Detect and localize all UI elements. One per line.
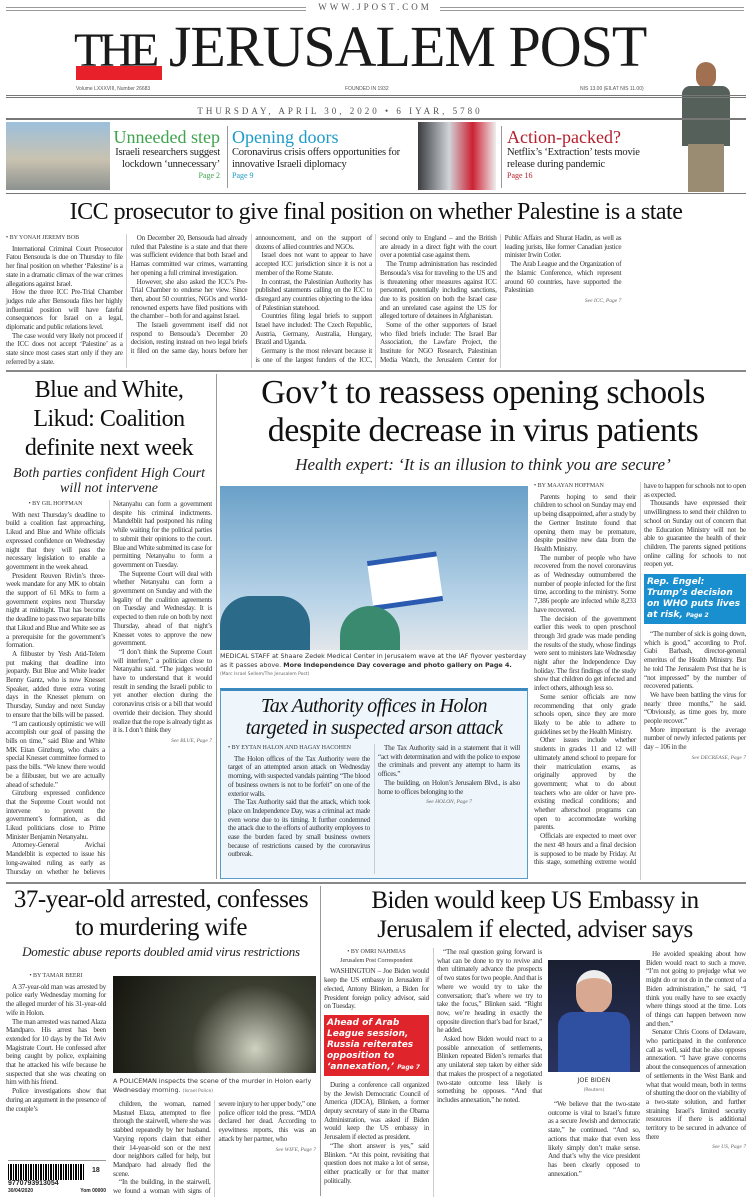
byline: • BY EYTAN HALON AND HAGAY HACOHEN [228,745,351,751]
coalition-subhead: Both parties confident High Court will not intervene [12,466,206,496]
article-paragraph: Attorney-General Avichai Mandelblit is expected to issue his long-awaited ruling as early as Thursday on whether he believes Netanyahu can form a government despite his criminal indictments. Mandelblit had postponed his ruling while waiting for the political parties to submit their opinions to the court. Blue and White submitted its case for permitting Netanyahu to form a government on Tuesday. [6,500,212,876]
divider [6,118,746,120]
icc-headline[interactable]: ICC prosecutor to give final position on whether Palestine is a state [69,199,683,225]
article-paragraph: The Tax Authority said that the attack, which took place on Independence Day, was a criminal act made even worse due to its timing. It further condemned the attack due to the efforts of authority employees to ease the burden faced by small business owners because of restrictions caused by the coronavirus outbreak. [228,798,370,859]
holon-article-box [220,688,528,879]
article-paragraph: Ginzburg expressed confidence that the Supreme Court would not intervene to prevent the government’s formation, as did Likud politicians close to Prime Minister Benjamin Netanyahu. [6,789,105,841]
divider [6,95,746,98]
article-paragraph: “We believe that the two-state outcome is vital to Israel’s future as a secure Jewish and democratic state,” he continued. “And so, actions that make that even less likely simply don’t make sense. And that’s why the vice president has been clearly opposed to annexation.” [548,1100,640,1178]
article-paragraph: Some of the other supporters of Israel who filed briefs include: The Israel Bar Association, the Lawfare Project, the Institute for NGO Research, Palestinian Media Watch, the Jerusalem Center for Public Affairs and Shurat Hadin, as well as leading jurists, like former Canadian justice minister Irwin Cotler. [379,234,622,364]
teaser-desc: Netflix’s ‘Extraction’ tests movie release during pandemic [507,147,640,170]
article-paragraph: children, the woman, named Mastuel Elaza, attempted to flee through the stairwell, where she was stabbed repeatedly by her husband. Varying reports claim that either their 14-year-old son or the next door neighbors called for help, but Mandparo had already fled the scene. [113,1100,211,1178]
article-paragraph: The decision of the government earlier this week to open preschool through 3rd grade was made pending the results of the study, whose findings were sent to ministers late Wednesday night after the Independence Day holiday. The first findings of the study show that children do get infected and infect others, although less so. [534,614,636,693]
teaser-title: Unneeded step [113,127,220,147]
murder-subhead: Domestic abuse reports doubled amid virus restrictions [22,944,300,959]
biden-headline[interactable]: Biden would keep US Embassy in Jerusalem if elected, adviser says [371,887,699,943]
continued-link[interactable]: See ICC, Page 7 [584,297,622,304]
article-body [6,500,212,880]
teaser-title: Opening doors [232,127,339,147]
schools-subhead: Health expert: ‘It is an illusion to think you are secure’ [295,455,671,474]
divider [6,193,746,194]
article-paragraph: Some senior officials are now recommending that only grade schools open, since they are more likely to be able to adhere to guidelines set by the Health Ministry. [534,692,636,736]
article-body [6,983,106,1114]
murder-article-continued [113,1100,316,1197]
article-paragraph: In contrast, the Palestinian Authority has published statements calling on the ICC to disregard any countries objecting to the idea of Palestinian statehood. [255,277,372,312]
murder-article [6,972,106,1113]
byline: • BY TAMAR BEERI [29,973,83,979]
founded-label: FOUNDED IN 1932 [345,86,389,92]
article-paragraph: Other issues include whether students in grades 11 and 12 will ultimately attend school to prepare for their matriculation exams, as originally approved by the government; what to do about teachers who are older or have pre-existing medical conditions; and whether afterschool programs can open to accommodate working parents. [534,736,636,832]
article-paragraph: WASHINGTON – Joe Biden would keep the US embassy in Jerusalem if elected, Antony Blinken, a Biden for President foreign policy advisor, said on Tuesday. [324,967,429,1011]
article-paragraph: The building, on Holon’s Jerusalem Blvd., is also home to offices belonging to the [378,778,520,796]
teaser-page: Page 2 [198,171,220,180]
article-paragraph: “In the building, in the stairwell, we found a woman with signs of severe injury to her upper body,” one police officer told the press. “MDA declared her dead. According to eyewitness reports, this was an attack by her partner, who [113,1100,316,1196]
article-paragraph: “The number of sick is going down, which is good,” according to Prof. Gabi Barbash, director-general emeritus of the Health Ministry. But he told The Jerusalem Post that he is “not impressed” by the number of recovered patients. [644,630,746,691]
article-body [548,1100,640,1178]
article-paragraph: Israel does not want to appear to have accepted ICC jurisdiction since it is not a member of the Rome Statute. [255,251,372,277]
teaser-desc: Coronavirus crisis offers opportunities for innovative Israeli diplomacy [232,147,400,170]
article-paragraph: The Holon offices of the Tax Authority were the target of an attempted arson attack on Wednesday morning, with suspected vandals painting “The blood of business owners is not to be forfeit” on one of the exterior walls. [228,754,370,798]
divider [6,370,746,372]
price-label: NIS 13.00 (EILAT NIS 11.00) [580,86,644,92]
byline: • BY OMRI NAHMIAS [347,949,406,955]
article-paragraph: The case would very likely not proceed if the ICC does not accept ‘Palestine’ as a state since most cases start only if they are referred by a state. [6,331,123,366]
continued-link[interactable]: See HOLON, Page 7 [426,799,472,806]
murder-headline[interactable]: 37-year-old arrested, confesses to murdering wife [13,886,309,941]
schools-headline[interactable]: Gov’t to reassess opening schools despite decrease in virus patients [261,374,705,449]
article-paragraph: Countries filing legal briefs to support Israel have included: The Czech Republic, Austria, Germany, Australia, Hungary, Brazil and Uganda. [255,312,372,347]
teaser-photo-flag-balcony [418,122,496,190]
article-paragraph: “The real question going forward is what can be done to try to revive and then ultimately advance the prospects of two states for two people. And that is where we would try to take the conversation; that’s where we try to take the focus,” Blinken said. “Right now, we’re heading in exactly the opposite direction that’s bad for Israel,” he added. [437,948,542,1035]
medical-staff-flyover-photo [220,486,528,650]
biden-article-col4 [646,950,746,1152]
teaser-action-packed[interactable] [507,127,667,180]
article-paragraph: “I am cautiously optimistic we will accomplish our goal of passing the bills on time,” said Blue and White MK Eitan Ginzburg, who chairs a special Knesset committee formed to pass the bills. “We knew there would be a filibuster, but we are actually ahead of schedule.” [6,719,105,789]
russia-promo[interactable]: Ahead of Arab League session, Russia reiterates opposition to ‘annexation,’ Page 7 [324,1015,429,1076]
article-paragraph: With next Thursday’s deadline to build a coalition fast approaching, Likud and Blue and White officials expressed confidence on Wednesday night that they will pass the necessary legislation to enable a government in the week ahead. [6,510,105,571]
article-body [228,744,520,874]
byline: • BY YONAH JEREMY BOB [6,235,80,241]
article-body [646,950,746,1141]
schools-photo-caption: MEDICAL STAFF at Shaare Zedek Medical Center in Jerusalem wave at the IAF flyover yesterday as it passes above. More Independence Day coverage and photo gallery on Page 4. (Marc Israel Sellem/The Jerusalem Post) [220,652,527,677]
continued-link[interactable]: See BLUE, Page 7 [171,737,212,744]
article-paragraph: We have been battling the virus for nearly three months,” he said. “Obviously, as time goes by, more people recover.” [644,690,746,726]
article-paragraph: More important is the average number of newly infected patients per day – 106 in the [644,725,746,752]
article-paragraph: Thousands have expressed their unwillingness to send their children to school on Sunday out of concern that the Education Ministry will not be able to guarantee the health of their children. The parents signed petitions online calling for schools to not reopen yet. [644,499,746,569]
teaser-desc: Israeli researchers suggest lockdown ‘unnecessary’ [115,147,220,170]
barcode-bars [8,1164,84,1180]
article-paragraph: Police investigations show that during an argument in the presence of the couple’s [6,1087,106,1113]
biden-article-col3 [548,1100,640,1178]
holon-article [228,744,520,874]
teaser-page: Page 9 [232,171,254,180]
byline-role: Jerusalem Post Correspondent [340,957,413,964]
article-paragraph: “The short answer is yes,” said Blinken. “At this point, revisiting that question does not make a lot of sense, either practically or for that matter politically. [324,1141,429,1185]
article-paragraph: “I don’t think the Supreme Court will interfere,” a politician close to Netanyahu said. “The judges would have to understand that it would result in sending the Israeli public to yet another election during the coronavirus crisis or a bill that would override their decision. They should realize that the rope is already tight as it is. I don’t think they [113,647,212,735]
barcode-number: 9770793913054 [8,1180,59,1187]
article-paragraph: The Trump administration has rescinded Bensouda’s visa for traveling to the US and is threatening other measures against ICC personnel, potentially including sanctions, due to its position on both the Israel case and an unrelated case against the US for alleged torture of detainees in Afghanistan. [379,260,497,321]
article-paragraph: A 37-year-old man was arrested by police early Wednesday morning for the alleged murder of his 31-year-old wife in Holon. [6,982,106,1017]
article-paragraph: How the three ICC Pre-Trial Chamber judges rule after Bensouda files her highly influential position will have fateful consequences for Israel on a legal, diplomatic and public relations level. [6,288,123,332]
teaser-unneeded-step[interactable] [80,127,220,180]
biden-photo-caption: JOE BIDEN (Reuters) [577,1076,611,1093]
icc-article [6,234,746,368]
volume-number: Volume LXXXVIII, Number 26683 [76,86,151,92]
coalition-headline[interactable]: Blue and White, Likud: Coalition definite next week [24,377,194,461]
continued-link[interactable]: See WIFE, Page 7 [275,1146,316,1153]
article-paragraph: The man arrested was named Alaza Mandparo. His arrest has been extended for 10 days by the Tel Aviv Magistrate Court. He confessed after being caught by police, explaining that he attacked his wife because he suspected that she was cheating on him with his friend. [6,1017,106,1087]
continued-link[interactable]: See US, Page 7 [712,1144,746,1151]
actor-photo [668,62,746,192]
barcode-date: 30/04/2020 [8,1188,34,1194]
byline: • BY MAAYAN HOFFMAN [534,483,604,489]
article-body [324,967,429,1011]
article-paragraph: On December 20, Bensouda had already ruled that Palestine is a state and that there was sufficient evidence that both Israel and Hamas committed war crimes, warranting her opening a full criminal investigation. [130,234,248,277]
engel-promo[interactable]: Rep. Engel: Trump’s decision on WHO puts lives at risk, Page 2 [644,574,746,624]
murder-photo-caption: A POLICEMAN inspects the scene of the murder in Holon early Wednesday morning. (Israel Police) [113,1077,312,1094]
police-scene-photo [113,976,316,1073]
barcode [8,1160,106,1198]
article-paragraph: The number of people who have recovered from the novel coronavirus as of Wednesday outnumbered the number of people infected for the first time, according to the ministry. Some 7,386 people are infected while 8,233 have recovered. [534,553,636,614]
article-paragraph: However, she also asked the ICC’s Pre-Trial Chamber to endorse her view. Since then, about 50 countries, NGOs and world-renowned experts have filed positions with the chamber – both for and against Israel. [130,277,248,321]
article-body [644,630,746,752]
article-paragraph: The Arab League and the Organization of the Islamic Conference, which represent around 60 countries, have supported the Palestinian [504,260,622,295]
issue-number: 18 [92,1167,100,1174]
article-paragraph: He avoided speaking about how Biden would react to such a move. “I’m not going to prejudge what we might do or not do in the context of a Biden administration,” he said, “I think you really have to see exactly where things stood at the time. Lots of things can happen between now and then.” [646,950,746,1028]
article-paragraph: Parents hoping to send their children to school on Sunday may end up being disappointed, after a study by the Gertner Institute found that opening them may be premature, despite positive new data from the Health Ministry. [534,492,636,553]
continued-link[interactable]: See DECREASE, Page 7 [691,754,746,761]
schools-article [534,482,746,880]
teaser-opening-doors[interactable] [232,127,414,180]
article-paragraph: President Reuven Rivlin’s three-week mandate for any MK to obtain the support of 61 MKs to form a government expires next Thursday night at midnight. That has become the deadline to pass two separate bills that Likud and Blue and White see as a prerequisite for the government’s formation. [6,571,105,650]
barcode-code: Yom 00000 [80,1188,106,1194]
article-paragraph: The Israeli government itself did not respond to Bensouda’s December 20 decision, resting instead on two legal briefs it filed on the same day, hours before her announcement, and on the support of dozens of allied countries and NGOs. [130,234,372,356]
joe-biden-photo [548,960,640,1072]
issue-date: THURSDAY, APRIL 30, 2020 • 6 IYAR, 5780 [197,106,483,116]
coalition-article [6,500,212,880]
teaser-page: Page 16 [507,171,533,180]
article-paragraph: Officials are expected to meet over the next 48 hours and a final decision is supposed to be made by Friday. At this stage, something extreme would have to happen for schools not to open as expected. [534,482,746,867]
website-url: WWW.JPOST.COM [0,2,750,12]
article-paragraph: The Tax Authority said in a statement that it will “act with determination and with the police to expose the criminals and prevent any attempt to harm its offices.” [378,744,520,779]
byline: • BY GIL HOFFMAN [28,501,83,507]
masthead-logo: THE JERUSALEM POST [74,14,647,79]
teaser-title: Action-packed? [507,127,621,147]
divider [6,882,746,884]
article-paragraph: During a conference call organized by the Jewish Democratic Council of America (JDCA), Blinken, a former deputy secretary of state in the Obama Administration, was asked if Biden would keep the US embassy in Jerusalem if elected as president. [324,1080,429,1142]
article-paragraph: Asked how Biden would react to a possible annexation of settlements, Blinken repeated Biden’s remarks that any unilateral step taken by either side that makes the prospect of a negotiated two-state outcome less likely is something he opposes. “And that includes annexation,” he noted. [437,1035,542,1104]
article-paragraph: A filibuster by Yesh Atid-Telem put making that deadline into jeopardy. But Blue and White leader Benny Gantz, who is now Knesset Speaker, added three extra voting days in the Knesset plenum on Thursday, Sunday and next Sunday to ensure that the bills will be passed. [6,649,105,719]
holon-headline[interactable]: Tax Authority offices in Holon targeted in suspected arson attack [245,695,503,739]
article-paragraph: The Supreme Court will deal with whether Netanyahu can form a government on Sunday and with the legality of the coalition agreements on Tuesday and Wednesday. It is expected to then rule on both by next Thursday, ahead of that night’s Knesset votes to approve the new government. [113,569,212,648]
israeli-flag [367,551,443,610]
article-paragraph: Germany is the most relevant because it is one of the largest funders of the ICC, second only to England – and the British are already in a direct fight with the court over a potential case against them. [255,234,497,364]
biden-article [324,948,542,1197]
article-paragraph: Senator Chris Coons of Delaware, who participated in the conference call as well, said that he also opposes annexation. “I have grave concerns about the consequences of annexation of settlements in the West Bank and what that would mean, both in terms of shutting the door on the viability of a two-state solution, and further straining Israel’s limited security resources if there is additional territory to be secured in advance of there [646,1028,746,1141]
article-paragraph: International Criminal Court Prosecutor Fatou Bensouda is due on Thursday to file her final position on whether ‘Palestine’ is a state in a dramatic climax of the war crimes allegations against Israel. [6,244,123,288]
